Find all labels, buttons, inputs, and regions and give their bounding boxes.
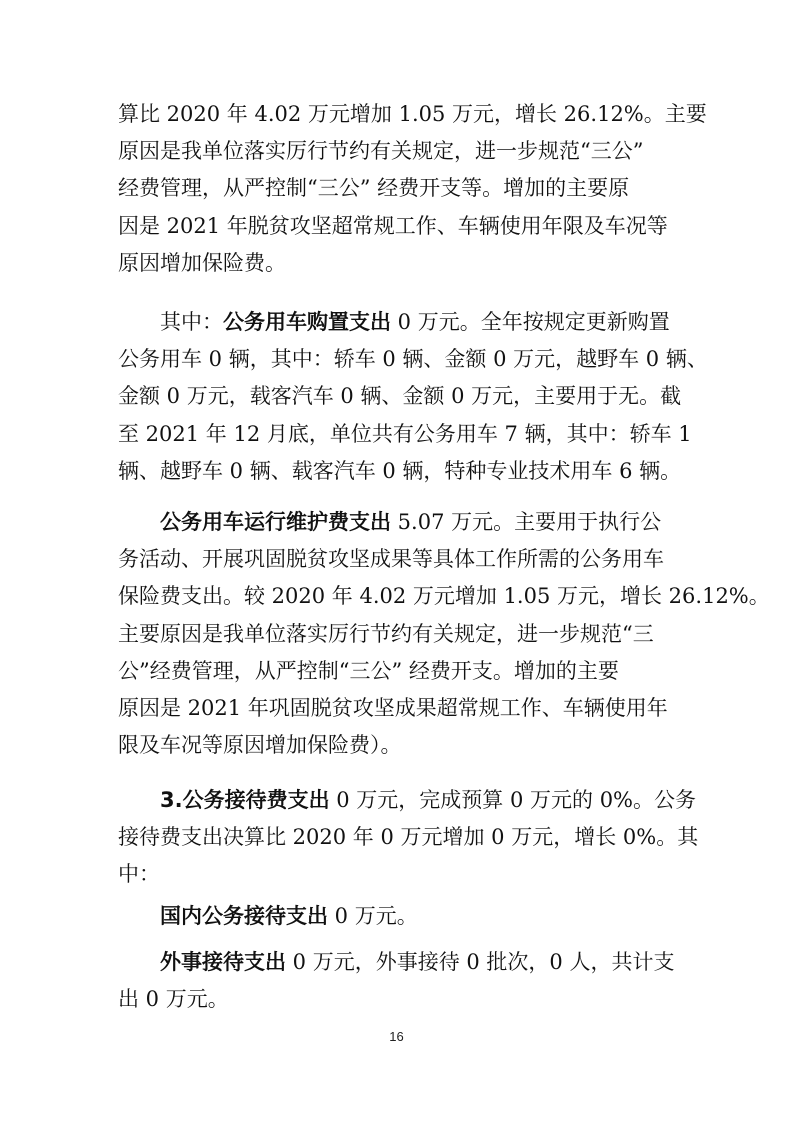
text-line: 中： — [118, 862, 160, 887]
text-line: 算比 2020 年 4.02 万元增加 1.05 万元，增长 26.12%。主要 — [118, 102, 707, 126]
section-heading: 3.公务接待费支出 — [160, 788, 330, 812]
text-run: 5.07 万元。主要用于执行公 — [391, 510, 662, 534]
text-line: 原因增加保险费。 — [118, 250, 286, 275]
text-run: 0 万元，完成预算 0 万元的 0%。公务 — [329, 788, 697, 812]
text-line: 公务用车 0 辆，其中：轿车 0 辆、金额 0 万元，越野车 0 辆、 — [118, 347, 708, 372]
text-line: 接待费支出决算比 2020 年 0 万元增加 0 万元，增长 0%。其 — [118, 825, 699, 850]
section-heading: 国内公务接待支出 — [160, 904, 328, 928]
text-line: 原因是 2021 年巩固脱贫攻坚成果超常规工作、车辆使用年 — [118, 696, 668, 721]
text-line — [118, 898, 678, 935]
text-line — [118, 304, 678, 341]
paragraph-reception — [118, 782, 699, 894]
text-line: 金额 0 万元，载客汽车 0 辆、金额 0 万元，主要用于无。截 — [118, 384, 682, 409]
text-run: 0 万元。全年按规定更新购置 — [391, 310, 670, 334]
text-line: 保险费支出。较 2020 年 4.02 万元增加 1.05 万元，增长 26.12%。 — [118, 584, 770, 609]
text-line: 因是 2021 年脱贫攻坚超常规工作、车辆使用年限及车况等 — [118, 213, 668, 238]
text-line: 限及车况等原因增加保险费）。 — [118, 733, 402, 758]
section-heading: 外事接待支出 — [160, 950, 286, 974]
text-line — [118, 504, 678, 541]
text-line: 原因是我单位落实厉行节约有关规定，进一步规范“三公” — [118, 139, 644, 164]
paragraph-vehicle-purchase — [118, 304, 708, 490]
text-run: 0 万元，外事接待 0 批次，0 人，共计支 — [286, 950, 675, 974]
paragraph-vehicle-maintenance — [118, 504, 770, 764]
section-heading: 公务用车购置支出 — [223, 310, 391, 334]
text-line: 出 0 万元。 — [118, 987, 229, 1012]
text-line: 主要原因是我单位落实厉行节约有关规定，进一步规范“三 — [118, 621, 654, 646]
lead-text: 其中： — [160, 310, 223, 334]
paragraph-vehicle-summary — [118, 96, 707, 282]
page-number: 16 — [389, 1029, 404, 1044]
text-line: 务活动、开展巩固脱贫攻坚成果等具体工作所需的公务用车 — [118, 547, 664, 572]
paragraph-domestic-reception — [118, 898, 678, 935]
text-line — [118, 782, 697, 819]
text-line: 辆、越野车 0 辆、载客汽车 0 辆，特种专业技术用车 6 辆。 — [118, 458, 682, 483]
text-line: 至 2021 年 12 月底，单位共有公务用车 7 辆，其中：轿车 1 — [118, 421, 692, 446]
text-line — [118, 944, 678, 981]
text-line: 经费管理，从严控制“三公” 经费开支等。增加的主要原 — [118, 176, 630, 201]
text-line: 公”经费管理，从严控制“三公” 经费开支。增加的主要 — [118, 658, 619, 683]
text-run: 0 万元。 — [328, 904, 418, 928]
paragraph-foreign-reception — [118, 944, 678, 1018]
section-heading: 公务用车运行维护费支出 — [160, 510, 391, 534]
